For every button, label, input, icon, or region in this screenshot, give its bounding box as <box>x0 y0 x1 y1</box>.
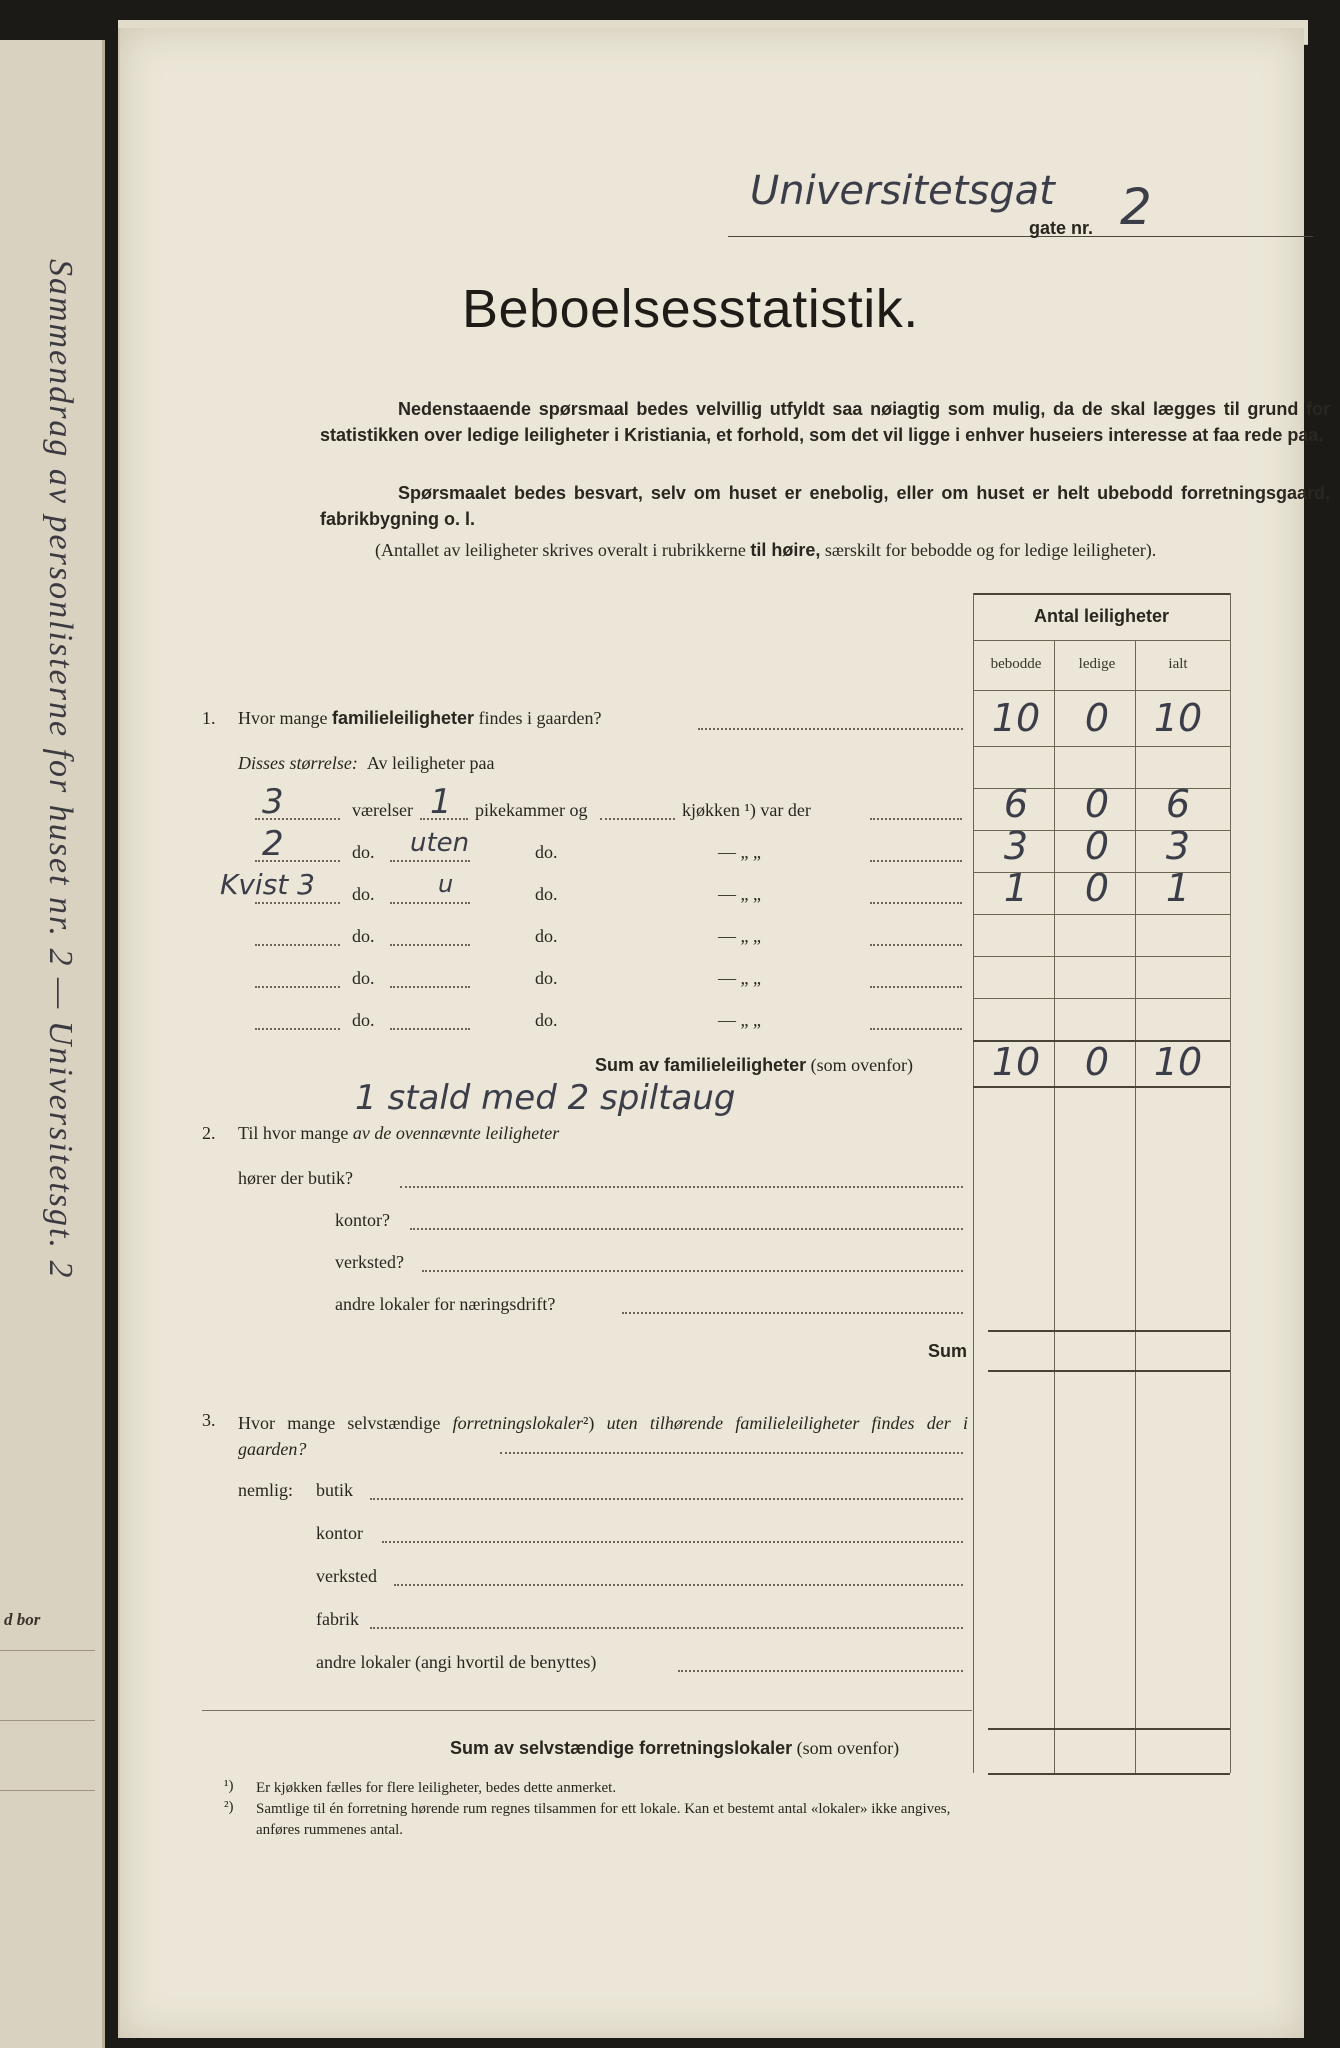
left-page <box>0 40 105 2048</box>
q1-sum-ledige: 0 <box>1084 1040 1110 1084</box>
q1-pre: Hvor mange <box>238 708 332 728</box>
q2-number: 2. <box>202 1123 216 1143</box>
form-title: Beboelsesstatistik. <box>462 279 919 339</box>
maid-label: do. <box>535 1010 558 1030</box>
q1-sum-bold: Sum av familieleiligheter <box>595 1055 807 1075</box>
rooms-dots <box>255 986 340 988</box>
q3-sup: ²) <box>582 1413 595 1433</box>
q3-italic-1: forretningslokaler <box>452 1413 583 1433</box>
intro-paragraph-2: Spørsmaalet bedes besvart, selv om huset er enebolig, eller om huset er helt ubebodd forretningsgaard, fabrikbygning o. l. <box>320 483 1330 529</box>
row-value-ialt: 1 <box>1165 866 1191 910</box>
table-row-rule <box>973 956 1230 957</box>
q1-value-bebodde: 10 <box>991 696 1041 740</box>
table-row-rule <box>973 746 1230 747</box>
intro-paragraph-3 <box>320 539 1330 562</box>
row-value-bebodde: 6 <box>1003 782 1029 826</box>
maid-label: do. <box>535 926 558 946</box>
q1-post: findes i gaarden? <box>474 708 602 728</box>
footnote-2-mark: ²) <box>224 1799 234 1815</box>
footnote-1: Er kjøkken fælles for flere leiligheter, bedes dette anmerket. <box>256 1780 617 1796</box>
left-page-text: Sammendrag av personlisterne for huset nr. 2 — Universitetsgt. 2 <box>42 259 79 1280</box>
left-page-rule <box>0 1650 95 1651</box>
kitchen-dots <box>600 818 675 820</box>
q1-sum-ialt: 10 <box>1153 1040 1203 1084</box>
row-dots <box>870 902 962 904</box>
kitchen-label: — „ „ <box>718 968 761 988</box>
row-value-bebodde: 1 <box>1003 866 1029 910</box>
q3-row-dots <box>678 1670 963 1672</box>
row-value-ialt: 6 <box>1165 782 1191 826</box>
maid-dots <box>390 944 470 946</box>
row-dots <box>870 818 962 820</box>
q2-question <box>238 1123 559 1144</box>
col-header-bebodde: bebodde <box>990 656 1042 672</box>
maid-dots <box>420 818 468 820</box>
maid-handwritten: u <box>438 870 454 898</box>
intro-p3-bold: til høire, <box>750 540 821 560</box>
q2-sum-label: Sum <box>928 1341 968 1361</box>
q2-pre: Til hvor mange <box>238 1123 353 1143</box>
q1-sizes-label <box>238 753 494 774</box>
rooms-dots <box>255 860 340 862</box>
q3-row-butik: butik <box>316 1480 354 1500</box>
q2-row-verksted: verksted? <box>335 1252 404 1272</box>
footnote-2b: anføres rummenes antal. <box>256 1822 404 1838</box>
q1-dots <box>698 728 963 730</box>
table-q2-sum-bottom-rule <box>988 1370 1230 1372</box>
row-value-ledige: 0 <box>1084 824 1110 868</box>
q3-sum-label <box>450 1738 899 1759</box>
form-page <box>118 28 1330 2038</box>
q3-number: 3. <box>202 1410 216 1430</box>
rooms-label: do. <box>352 1010 375 1030</box>
q3-row-dots <box>370 1498 963 1500</box>
row-dots <box>870 986 962 988</box>
q1-sum-label <box>595 1055 913 1076</box>
rooms-dots <box>255 944 340 946</box>
gate-nr-label: gate nr. <box>1029 218 1094 238</box>
footnote-2a: Samtlige til én forretning hørende rum regnes tilsammen for ett lokale. Kan et bestemt antal «lokaler» ikke angives, <box>256 1801 951 1817</box>
footnote-1-mark: ¹) <box>224 1778 234 1794</box>
street-line <box>728 236 1313 237</box>
rooms-label: do. <box>352 926 375 946</box>
q2-row-dots <box>622 1312 963 1314</box>
col-header-ledige: ledige <box>1078 656 1116 672</box>
q3-row-verksted: verksted <box>316 1566 377 1586</box>
q1-sum-bebodde: 10 <box>991 1040 1041 1084</box>
row-value-ledige: 0 <box>1084 782 1110 826</box>
q3-row-dots <box>382 1541 963 1543</box>
kitchen-label: — „ „ <box>718 926 761 946</box>
q3-row-kontor: kontor <box>316 1523 363 1543</box>
table-vline-right <box>1230 593 1231 1773</box>
row-value-ialt: 3 <box>1165 824 1191 868</box>
maid-dots <box>390 986 470 988</box>
q3-question-dots <box>500 1452 963 1454</box>
maid-dots <box>390 902 470 904</box>
q3-row-dots <box>394 1584 963 1586</box>
table-sum-bottom-rule <box>973 1086 1230 1088</box>
maid-label: do. <box>535 842 558 862</box>
q2-row-butik: hører der butik? <box>238 1168 353 1188</box>
row-dots <box>870 944 962 946</box>
q1-question <box>238 708 602 729</box>
maid-handwritten: uten <box>410 828 470 858</box>
q1-value-ledige: 0 <box>1084 696 1110 740</box>
q2-row-dots <box>422 1270 963 1272</box>
house-number-handwritten: 2 <box>1120 178 1152 236</box>
table-vline-left <box>973 593 974 1773</box>
left-page-rule <box>0 1790 95 1791</box>
maid-dots <box>390 1028 470 1030</box>
table-header-bottom-rule <box>973 690 1230 691</box>
table-top-rule <box>973 593 1230 595</box>
col-header-ialt: ialt <box>1168 656 1188 672</box>
q2-row-dots <box>410 1228 963 1230</box>
rooms-handwritten: 3 <box>262 782 284 822</box>
q2-row-andre: andre lokaler for næringsdrift? <box>335 1294 556 1314</box>
q3-pre: Hvor mange selvstændige <box>238 1413 453 1433</box>
q2-handwritten-note: 1 stald med 2 spiltaug <box>355 1078 736 1118</box>
q2-italic: av de ovennævnte leiligheter <box>352 1123 560 1143</box>
q3-row-fabrik: fabrik <box>316 1609 359 1629</box>
rooms-label: do. <box>352 842 375 862</box>
q2-row-dots <box>400 1186 963 1188</box>
rooms-label: værelser <box>352 800 413 820</box>
q1-sizes-italic: Disses størrelse: <box>238 753 358 773</box>
rooms-handwritten: 2 <box>262 824 284 864</box>
q3-row-dots <box>370 1627 963 1629</box>
q2-row-kontor: kontor? <box>335 1210 390 1230</box>
kitchen-label: — „ „ <box>718 842 761 862</box>
rooms-dots <box>255 818 340 820</box>
rooms-dots <box>255 902 340 904</box>
q1-number: 1. <box>202 708 216 728</box>
rooms-dots <box>255 1028 340 1030</box>
row-dots <box>870 1028 962 1030</box>
rooms-label: do. <box>352 968 375 988</box>
left-page-bor-label: d bor <box>4 1610 41 1629</box>
table-row-rule <box>973 998 1230 999</box>
left-page-rule <box>0 1720 95 1721</box>
kitchen-label: — „ „ <box>718 884 761 904</box>
street-name-handwritten: Universitetsgat <box>750 168 1055 214</box>
maid-label: do. <box>535 968 558 988</box>
q1-sum-post: (som ovenfor) <box>806 1055 914 1075</box>
q1-sizes-text: Av leiligheter paa <box>366 753 495 773</box>
kitchen-label: — „ „ <box>718 1010 761 1030</box>
table-title: Antal leiligheter <box>1033 606 1170 626</box>
table-q2-sum-rule <box>988 1330 1230 1332</box>
row-dots <box>870 860 962 862</box>
q3-divider <box>202 1710 972 1711</box>
q1-value-ialt: 10 <box>1153 696 1203 740</box>
rooms-handwritten: Kvist 3 <box>220 868 315 901</box>
q3-italic-2: uten tilhørende familieleiligheter findes der i gaarden? <box>238 1413 968 1459</box>
row-value-bebodde: 3 <box>1003 824 1029 868</box>
table-q3-sum-bottom-rule <box>988 1773 1230 1775</box>
table-row-rule <box>973 914 1230 915</box>
maid-handwritten: 1 <box>430 782 452 822</box>
q3-question <box>238 1410 968 1462</box>
intro-paragraph-1: Nedenstaaende spørsmaal bedes velvillig utfyldt saa nøiagtig som mulig, da de skal lægges til grund for statistikken over ledige leiligheter i Kristiania, et forhold, som det vil ligge i enhver huseiers interesse at faa rede paa. <box>320 399 1330 445</box>
intro-p3-a: (Antallet av leiligheter skrives overalt i rubrikkerne <box>375 540 751 560</box>
intro-p3-b: særskilt for bebodde og for ledige leiligheter). <box>820 540 1157 560</box>
table-q3-sum-rule <box>988 1728 1230 1730</box>
q3-sum-post: (som ovenfor) <box>792 1738 900 1758</box>
row-value-ledige: 0 <box>1084 866 1110 910</box>
table-header-rule <box>973 640 1230 641</box>
q1-bold: familieleiligheter <box>331 708 475 728</box>
kitchen-label: kjøkken ¹) var der <box>682 800 811 820</box>
q3-sum-bold: Sum av selvstændige forretningslokaler <box>450 1738 793 1758</box>
maid-label: pikekammer og <box>475 800 588 820</box>
q3-row-andre: andre lokaler (angi hvortil de benyttes) <box>316 1652 597 1672</box>
q3-nemlig: nemlig: <box>238 1480 293 1500</box>
maid-label: do. <box>535 884 558 904</box>
maid-dots <box>390 860 470 862</box>
rooms-label: do. <box>352 884 375 904</box>
